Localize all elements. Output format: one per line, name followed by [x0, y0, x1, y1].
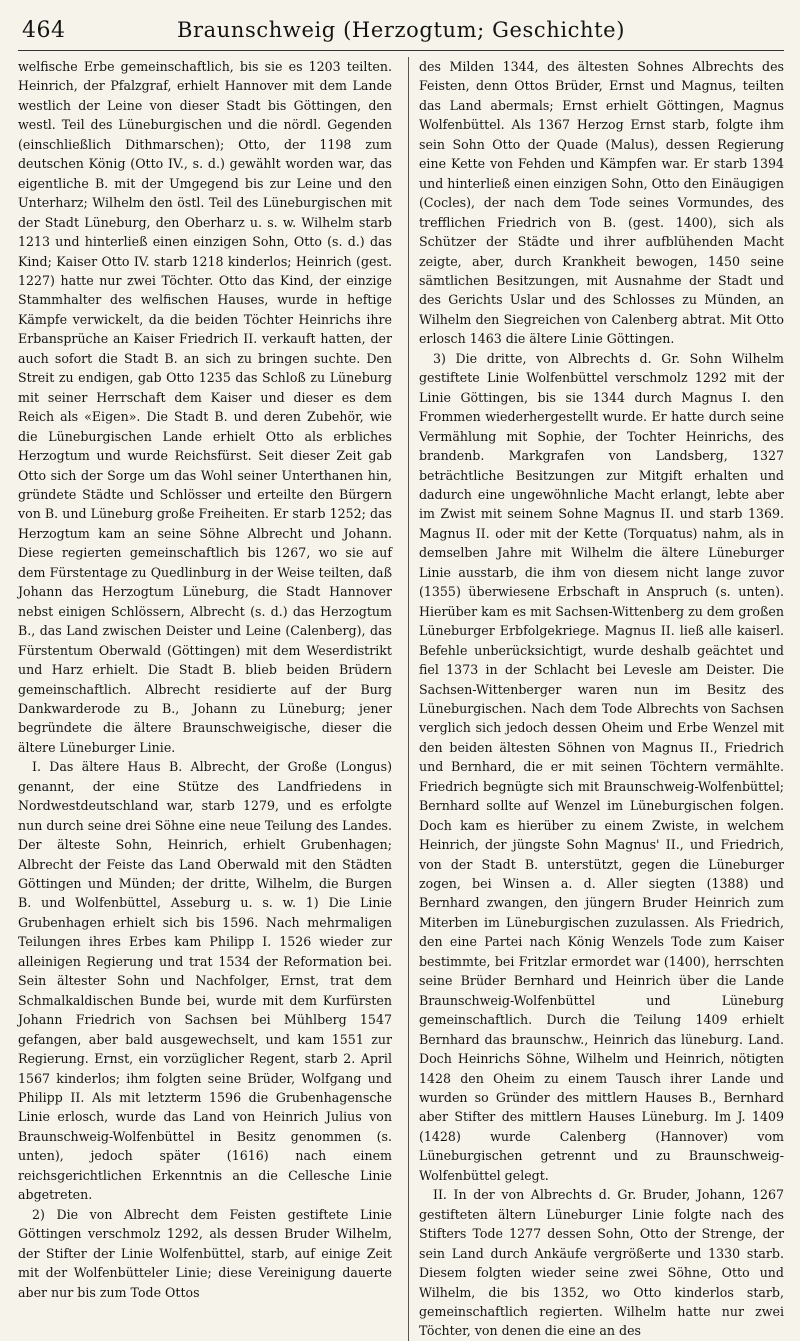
paragraph: welfische Erbe gemeinschaftlich, bis sie es 1203 teilten. Heinrich, der Pfalzgraf, erhielt Hannover mit dem Lande westlich der Leine von dieser Stadt bis Göttingen, den westl. Teil des Lüneburgischen und die nördl. Gegenden (einschließlich Dithmarschen); Otto, der 1198 zum deutschen König (Otto IV., s. d.) gewählt worden war, das eigentliche B. mit der Umgegend bis zur Leine und den Unterharz; Wilhelm den östl. Teil des Lüneburgischen mit der Stadt Lüneburg, den Oberharz u. s. w. Wilhelm starb 1213 und hinterließ einen einzigen Sohn, Otto (s. d.) das Kind; Kaiser Otto IV. starb 1218 kinderlos; Heinrich (gest. 1227) hatte nur zwei Töchter. Otto das Kind, der einzige Stammhalter des welfischen Hauses, wurde in heftige Kämpfe verwickelt, da die beiden Töchter Heinrichs ihre Erbansprüche an Kaiser Friedrich II. verkauft hatten, der auch sofort die Stadt B. an sich zu bringen suchte. Den Streit zu endigen, gab Otto 1235 das Schloß zu Lüneburg mit seiner Herrschaft dem Kaiser und dieser es dem Reich als «Eigen». Die Stadt B. und deren Zubehör, wie die Lüneburgischen Lande erhielt Otto als erbliches Herzogtum und wurde Reichsfürst. Seit dieser Zeit gab Otto sich der Sorge um das Wohl seiner Unterthanen hin, gründete Städte und Schlösser und erteilte den Bürgern von B. und Lüneburg große Freiheiten. Er starb 1252; das Herzogtum kam an seine Söhne Albrecht und Johann. Diese regierten gemeinschaftlich bis 1267, wo sie auf dem Fürstentage zu Quedlinburg in der Weise teilten, daß Johann das Herzogtum Lüneburg, die Stadt Hannover nebst einigen Schlössern, Albrecht (s. d.) das Herzogtum B., das Land zwischen Deister und Leine (Calenberg), das Fürstentum Oberwald (Göttingen) mit dem Weserdistrikt und Harz erhielt. Die Stadt B. blieb beiden Brüdern gemeinschaftlich. Albrecht residierte auf der Burg Dankwarderode zu B., Johann zu Lüneburg; jener begründete die ältere Braunschweigische, dieser die ältere Lüneburger Linie.	[18, 59, 392, 755]
page-header	[18, 14, 784, 51]
paragraph: II. In der von Albrechts d. Gr. Bruder, Johann, 1267 gestifteten ältern Lüneburger Linie folgte nach des Stifters Tode 1277 dessen Sohn, Otto der Strenge, der sein Land durch Ankäufe vergrößerte und 1330 starb. Diesem folgten wieder seine zwei Söhne, Otto und Wilhelm, die bis 1352, wo Otto kinderlos starb, gemeinschaftlich regierten. Wilhelm hatte nur zwei Töchter, von denen die eine an des	[418, 1187, 784, 1339]
right-column	[408, 57, 784, 1341]
text-columns	[18, 57, 784, 1341]
left-column	[18, 57, 392, 1341]
page-number: 464	[22, 18, 66, 43]
paragraph: 2) Die von Albrecht dem Feisten gestiftete Linie Göttingen verschmolz 1292, als dessen Bruder Wilhelm, der Stifter der Linie Wolfenbüttel, starb, auf einige Zeit mit der Wolfenbütteler Linie; diese Vereinigung dauerte aber nur bis zum Tode Ottos	[18, 1206, 392, 1300]
paragraph: I. Das ältere Haus B. Albrecht, der Große (Longus) genannt, der eine Stütze des Landfriedens in Nordwestdeutschland war, starb 1279, und es erfolgte nun durch seine drei Söhne eine neue Teilung des Landes. Der älteste Sohn, Heinrich, erhielt Grubenhagen; Albrecht der Feiste das Land Oberwald mit den Städten Göttingen und Münden; der dritte, Wilhelm, die Burgen B. und Wolfenbüttel, Asseburg u. s. w. 1) Die Linie Grubenhagen erhielt sich bis 1596. Nach mehrmaligen Teilungen ihres Erbes kam Philipp I. 1526 wieder zur alleinigen Regierung und trat 1534 der Reformation bei. Sein ältester Sohn und Nachfolger, Ernst, trat dem Schmalkaldischen Bunde bei, wurde mit dem Kurfürsten Johann Friedrich von Sachsen bei Mühlberg 1547 gefangen, aber bald ausgewechselt, und kam 1551 zur Regierung. Ernst, ein vorzüglicher Regent, starb 2. April 1567 kinderlos; ihm folgten seine Brüder, Wolfgang und Philipp II. Als mit letzterm 1596 die Grubenhagensche Linie erlosch, wurde das Land von Heinrich Julius von Braunschweig-Wolfenbüttel in Besitz genommen (s. unten), jedoch später (1616) nach einem reichsgerichtlichen Erkenntnis an die Cellesche Linie abgetreten.	[18, 759, 392, 1203]
running-head: Braunschweig (Herzogtum; Geschichte)	[176, 18, 626, 42]
paragraph: des Milden 1344, des ältesten Sohnes Albrechts des Feisten, denn Ottos Brüder, Ernst und Magnus, teilten das Land abermals; Ernst erhielt Göttingen, Magnus Wolfenbüttel. Als 1367 Herzog Ernst starb, folgte ihm sein Sohn Otto der Quade (Malus), dessen Regierung eine Kette von Fehden und Kämpfen war. Er starb 1394 und hinterließ einen einzigen Sohn, Otto den Einäugigen (Cocles), der nach dem Tode seines Vormundes, des trefflichen Friedrich von B. (gest. 1400), sich als Schützer der Städte und ihrer aufblühenden Macht zeigte, aber, durch Krankheit bewogen, 1450 seine sämtlichen Besitzungen, mit Ausnahme der Stadt und des Gerichts Uslar und des Schlosses zu Münden, an Wilhelm den Siegreichen von Calenberg abtrat. Mit Otto erlosch 1463 die ältere Linie Göttingen.	[418, 59, 784, 347]
paragraph: 3) Die dritte, von Albrechts d. Gr. Sohn Wilhelm gestiftete Linie Wolfenbüttel verschmolz 1292 mit der Linie Göttingen, bis sie 1344 durch Magnus I. den Frommen wiederhergestellt wurde. Er hatte durch seine Vermählung mit Sophie, der Tochter Heinrichs, des brandenb. Markgrafen von Landsberg, 1327 beträchtliche Besitzungen zur Mitgift erhalten und dadurch eine ungewöhnliche Macht erlangt, lebte aber im Zwist mit seinem Sohne Magnus II. und starb 1369. Magnus II. oder mit der Kette (Torquatus) nahm, als in demselben Jahre mit Wilhelm die ältere Lüneburger Linie ausstarb, die ihm von diesem nicht lange zuvor (1355) überwiesene Erbschaft in Anspruch (s. unten). Hierüber kam es mit Sachsen-Wittenberg zu dem großen Lüneburger Erbfolgekriege. Magnus II. ließ alle kaiserl. Befehle unberücksichtigt, wurde deshalb geächtet und fiel 1373 in der Schlacht bei Levesle am Deister. Die Sachsen-Wittenberger waren nun im Besitz des Lüneburgischen. Nach dem Tode Albrechts von Sachsen verglich sich jedoch dessen Oheim und Erbe Wenzel mit den beiden ältesten Söhnen von Magnus II., Friedrich und Bernhard, die er mit seinen Töchtern vermählte. Friedrich begnügte sich mit Braunschweig-Wolfenbüttel; Bernhard sollte auf Wenzel im Lüneburgischen folgen. Doch kam es hierüber zu einem Zwiste, in welchem Heinrich, der jüngste Sohn Magnus' II., und Friedrich, von der Stadt B. unterstützt, gegen die Lüneburger zogen, bei Winsen a. d. Aller siegten (1388) und Bernhard zwangen, den jüngern Bruder Heinrich zum Miterben im Lüneburgischen zuzulassen. Als Friedrich, den eine Partei nach König Wenzels Tode zum Kaiser bestimmte, bei Fritzlar ermordet war (1400), herrschten seine Brüder Bernhard und Heinrich über die Lande Braunschweig-Wolfenbüttel und Lüneburg gemeinschaftlich. Durch die Teilung 1409 erhielt Bernhard das braunschw., Heinrich das lüneburg. Land. Doch Heinrichs Söhne, Wilhelm und Heinrich, nötigten 1428 den Oheim zu einem Tausch ihrer Lande und wurden so Gründer des mittlern Hauses B., Bernhard aber Stifter des mittlern Hauses Lüneburg. Im J. 1409 (1428) wurde Calenberg (Hannover) vom Lüneburgischen getrennt und zu Braunschweig-Wolfenbüttel gelegt.	[418, 350, 784, 1183]
